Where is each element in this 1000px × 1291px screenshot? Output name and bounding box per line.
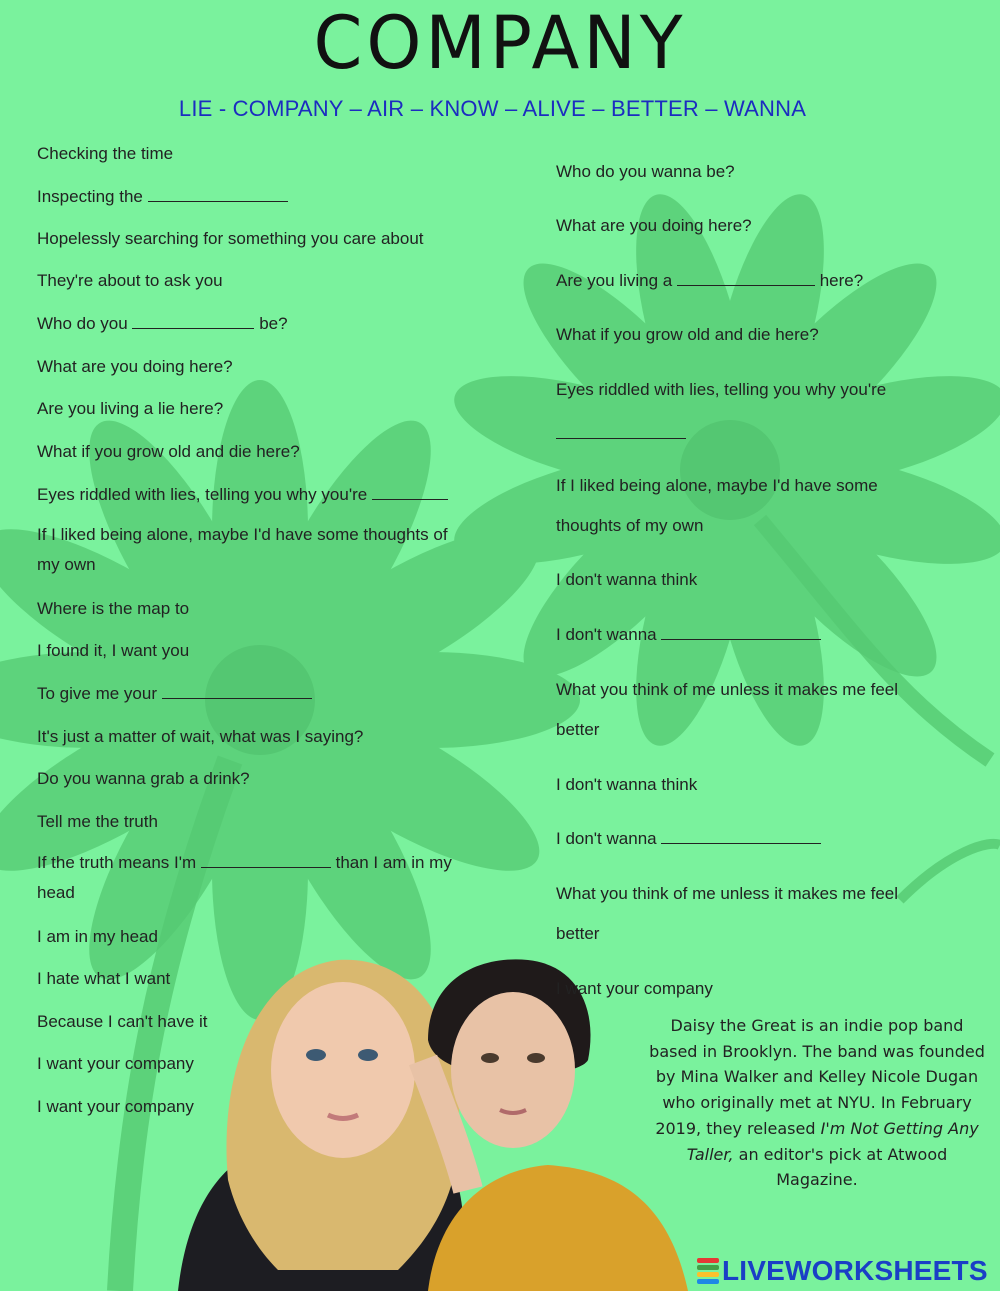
lyric-line: They're about to ask you xyxy=(37,271,223,290)
answer-blank[interactable] xyxy=(677,271,815,286)
lyric-line: What if you grow old and die here? xyxy=(37,442,300,461)
band-bio: Daisy the Great is an indie pop band based in Brooklyn. The band was founded by Mina Walker and Kelley Nicole Dugan who originally met at NYU. In February 2019, they released I'm Not Getting Any Taller, an editor's pick at Atwood Magazine. xyxy=(649,1016,985,1190)
word-bank: LIE - COMPANY – AIR – KNOW – ALIVE – BETTER – WANNA xyxy=(178,96,807,121)
lyric-line: What you think of me unless it makes me feel xyxy=(556,884,899,903)
lyric-line: I don't wanna think xyxy=(556,775,698,794)
liveworksheets-badge-icon xyxy=(697,1257,719,1285)
lyric-line: What you think of me unless it makes me feel xyxy=(556,680,899,699)
worksheet-title: COMPANY xyxy=(313,0,687,87)
lyric-line: I am in my head xyxy=(37,927,158,946)
answer-blank[interactable] xyxy=(372,485,448,500)
lyric-line: thoughts of my own xyxy=(556,516,704,535)
lyric-line: I don't wanna think xyxy=(556,570,698,589)
lyric-line: Because I can't have it xyxy=(37,1012,208,1031)
lyric-line: Who do you be? xyxy=(37,314,288,333)
lyric-line: I hate what I want xyxy=(37,969,171,988)
badge-stripe xyxy=(697,1279,719,1284)
answer-blank[interactable] xyxy=(162,684,312,699)
liveworksheets-logo xyxy=(697,1255,988,1287)
answer-blank[interactable] xyxy=(661,625,821,640)
lyric-line: I found it, I want you xyxy=(37,641,190,660)
lyric-line: I don't wanna xyxy=(556,625,821,645)
answer-blank[interactable] xyxy=(556,424,686,439)
lyric-line: It's just a matter of wait, what was I saying? xyxy=(37,727,364,746)
lyric-line: I want your company xyxy=(556,979,713,998)
logo-text: LIVEWORKSHEETS xyxy=(722,1255,988,1286)
lyric-line: Hopelessly searching for something you care about xyxy=(37,229,424,248)
lyric-line: better xyxy=(556,720,600,739)
lyric-line: Who do you wanna be? xyxy=(556,162,735,181)
lyric-line: Eyes riddled with lies, telling you why you're xyxy=(37,485,448,505)
lyric-line: I want your company xyxy=(37,1054,194,1073)
badge-stripe xyxy=(697,1265,719,1270)
album-title: I'm Not Getting Any Taller, xyxy=(686,1118,979,1164)
lyric-line: Do you wanna grab a drink? xyxy=(37,769,250,788)
lyric-line: I don't wanna xyxy=(556,829,821,849)
lyric-line: Inspecting the xyxy=(37,187,288,207)
answer-blank[interactable] xyxy=(132,314,254,329)
lyric-line: Tell me the truth xyxy=(37,812,158,831)
lyric-line: better xyxy=(556,924,600,943)
lyric-line: I want your company xyxy=(37,1097,194,1116)
lyric-line: If I liked being alone, maybe I'd have some thoughts of my own xyxy=(37,525,448,574)
band-photo xyxy=(168,950,708,1291)
lyric-line: What are you doing here? xyxy=(556,216,752,235)
lyric-line: If the truth means I'm than I am in my head xyxy=(37,853,452,902)
lyric-line: Where is the map to xyxy=(37,599,190,618)
lyric-line: To give me your xyxy=(37,684,312,704)
answer-blank[interactable] xyxy=(201,853,331,868)
answer-blank[interactable] xyxy=(148,187,288,202)
lyric-line: Are you living a here? xyxy=(556,271,864,290)
answer-blank[interactable] xyxy=(661,829,821,844)
lyric-line: What if you grow old and die here? xyxy=(556,325,819,344)
badge-stripe xyxy=(697,1272,719,1277)
lyric-line: If I liked being alone, maybe I'd have some xyxy=(556,476,878,495)
lyric-line xyxy=(556,424,686,444)
badge-stripe xyxy=(697,1258,719,1263)
lyric-line: Are you living a lie here? xyxy=(37,399,224,418)
lyric-line: Eyes riddled with lies, telling you why you're xyxy=(556,380,887,399)
lyric-line: Checking the time xyxy=(37,144,174,163)
lyric-line: What are you doing here? xyxy=(37,357,233,376)
